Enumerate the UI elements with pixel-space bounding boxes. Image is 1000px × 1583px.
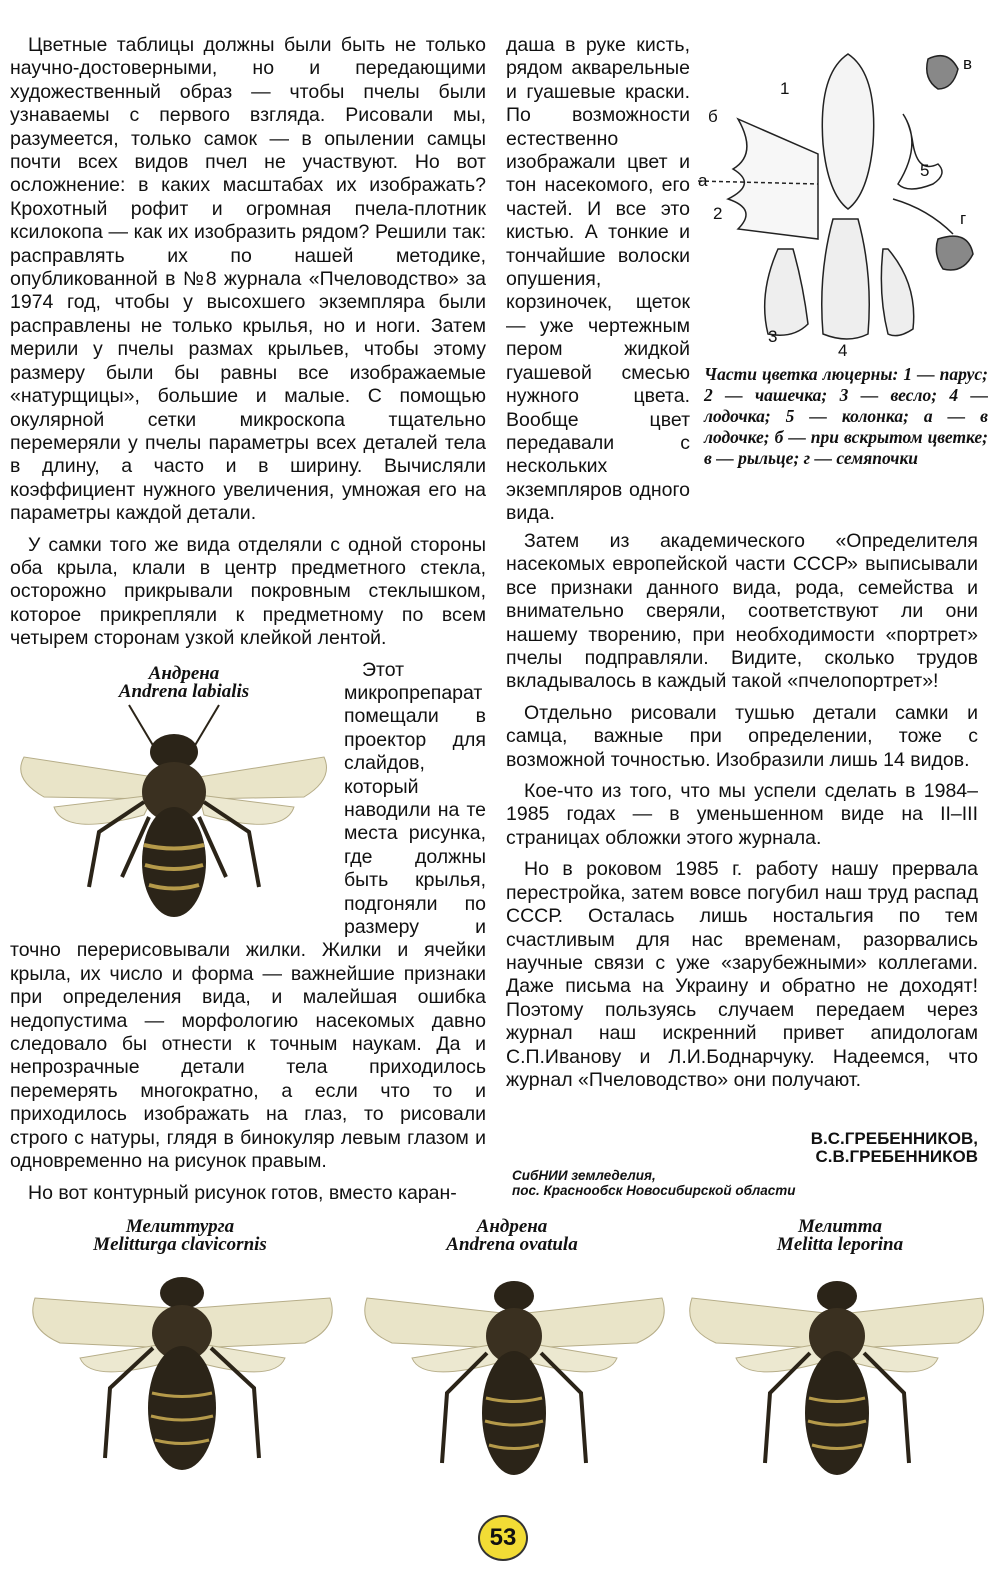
affiliation-line: СибНИИ земледелия, — [512, 1168, 656, 1183]
paragraph: У самки того же вида отделяли с одной стороны оба крыла, клали в центр предметного стекла, осторожно прикрывали покровным стеклышком, которое прикрепляли к предметному по всем четырем сторонам узкой клейкой лентой. — [10, 533, 486, 650]
article-column-1 — [10, 34, 486, 1213]
bee-name-ru: Мелиттурга — [125, 1216, 235, 1237]
bee-caption — [710, 1218, 970, 1254]
diagram-caption: Части цветка люцерны: 1 — парус; 2 — чашечка; 3 — весло; 4 — лодочка; 5 — колонка; а — в лодочке; б — при вскрытом цветке; в — рыльце; г — семяпочки — [704, 364, 988, 468]
bee-name-ru: Мелитта — [798, 1216, 882, 1237]
bee-illustration-andrena-labialis — [4, 662, 334, 927]
authors — [811, 1130, 978, 1166]
bee-name-lat: Melitturga clavicornis — [93, 1234, 267, 1255]
paragraph: Цветные таблицы должны были быть не только научно-достоверными, но и передающими художественный образ — чтобы пчелы были узнаваемы с первого взгляда. Рисовали мы, разумеется, только самок — в опылении самцы почти всех видов пчел не участвуют. Но вот осложнение: в каких масштабах их изображать? Крохотный рофит и огромная пчела-плотник ксилокопа — как их изобразить рядом? Решили так: расправлять их по нашей методике, опубликованной в №8 журнала «Пчеловодство» за 1974 год, чтобы у высохшего экземпляра были расправлены не только крылья, но и ноги. Затем мерили у пчелы размах крыльев, чтобы этому размеру были бы равны все изображаемые «натурщицы», большие и малые. С помощью окулярной сетки микроскопа тщательно перемеряли у пчелы параметры всех деталей тела в длину, а часто и в ширину. Вычисляли коэффициент нужного увеличения, умножая его на параметры каждой детали. — [10, 34, 486, 525]
paragraph: Но в роковом 1985 г. работу нашу прервала перестройка, затем вовсе погубил наш труд распад СССР. Осталась лишь ностальгия по тем счастливым для нас временам, разорвались научные связи с уже «зарубежными» коллегами. Даже письма на Украину и обратно не доходят! Поэтому пользуясь случаем передаем через журнал наш искренний привет апидологам С.П.Иванову и Л.И.Боднарчуку. Надеемся, что журнал «Пчеловодство» они получают. — [506, 858, 978, 1091]
paragraph: даша в руке кисть, рядом акварельные и гуашевые краски. По возможности естественно изображали цвет и тон насекомого, его частей. И все это кистью. А тонкие и тончайшие волоски опушения, корзиночек, щеток — уже чертежным пером жидкой гуашевой смесью нужного цвета. Вообще цвет передавали с нескольких экземпляров одного вида. — [506, 34, 690, 525]
diagram-label: г — [960, 209, 967, 228]
paragraph: Отдельно рисовали тушью детали самки и самца, важные при определении, тоже с возможной точностью. Изобразили лишь 14 видов. — [506, 701, 978, 771]
bee-drawing — [680, 1258, 990, 1498]
bee-caption — [382, 1218, 642, 1254]
bee-illustration-melitta-leporina — [680, 1218, 990, 1498]
bee-name-ru: Андрена — [148, 662, 220, 684]
diagram-label: 4 — [838, 341, 848, 360]
bee-name-ru: Андрена — [476, 1216, 548, 1237]
article-column-3 — [506, 530, 978, 1100]
bee-drawing — [20, 1258, 340, 1488]
paragraph: Этот микропрепарат помещали в проектор для слайдов, который наводили на те места рисунка, где должны быть крылья, подгоняли по размеру и точно перерисовывали жилки. Жилки и ячейки крыла, их число и форма — важнейшие признаки при определения вида, и малейшая ошибка недопустима — морфологию насекомых давно следовало бы отнести к точным наукам. Да и непрозрачные детали тела приходилось перемерять многократно, а если что то и приходилось изображать на глаз, то рисовали строго с натуры, глядя в бинокуляр левым глазом и одновременно на рисунок правым. — [10, 658, 486, 1173]
bee-name-lat: Andrena ovatula — [446, 1234, 578, 1255]
diagram-label: в — [963, 54, 973, 73]
paragraph: Затем из академического «Определителя насекомых европейской части СССР» выписывали все признаки данного вида, рода, семейства и внимательно сверяли, соответствуют ли они нашему творению, при необходимости «портрет» пчелы подправляли. Видите, сколько трудов вкладывалось в каждый такой «пчелопортрет»! — [506, 530, 978, 693]
bee-name-lat: Melitta leporina — [776, 1234, 904, 1255]
bee-drawing — [4, 687, 334, 927]
diagram-label: 5 — [920, 161, 930, 180]
diagram-label: б — [708, 107, 718, 126]
bee-caption — [50, 1218, 310, 1254]
bee-name-lat: Andrena labialis — [118, 680, 250, 702]
paragraph: Кое-что из того, что мы успели сделать в 1984–1985 годах — в уменьшенном виде на II–III страницах обложки этого журнала. — [506, 780, 978, 849]
bee-drawing — [352, 1258, 672, 1498]
diagram-label: 1 — [780, 79, 790, 98]
bee-illustration-melitturga — [20, 1218, 340, 1488]
alfalfa-flower-diagram — [698, 34, 990, 360]
author-line: С.В.ГРЕБЕННИКОВ — [815, 1147, 978, 1166]
bee-illustration-andrena-ovatula — [352, 1218, 672, 1498]
author-line: В.С.ГРЕБЕННИКОВ, — [810, 1129, 978, 1148]
article-column-2 — [506, 34, 690, 534]
affiliation-line: пос. Краснообск Новосибирской области — [512, 1183, 796, 1198]
diagram-label: а — [698, 171, 708, 190]
diagram-label: 3 — [768, 327, 778, 346]
diagram-label: 2 — [713, 204, 723, 223]
affiliation — [512, 1168, 796, 1198]
page-number-badge: 53 — [478, 1515, 528, 1561]
paragraph: Но вот контурный рисунок готов, вместо каран- — [28, 1181, 457, 1204]
